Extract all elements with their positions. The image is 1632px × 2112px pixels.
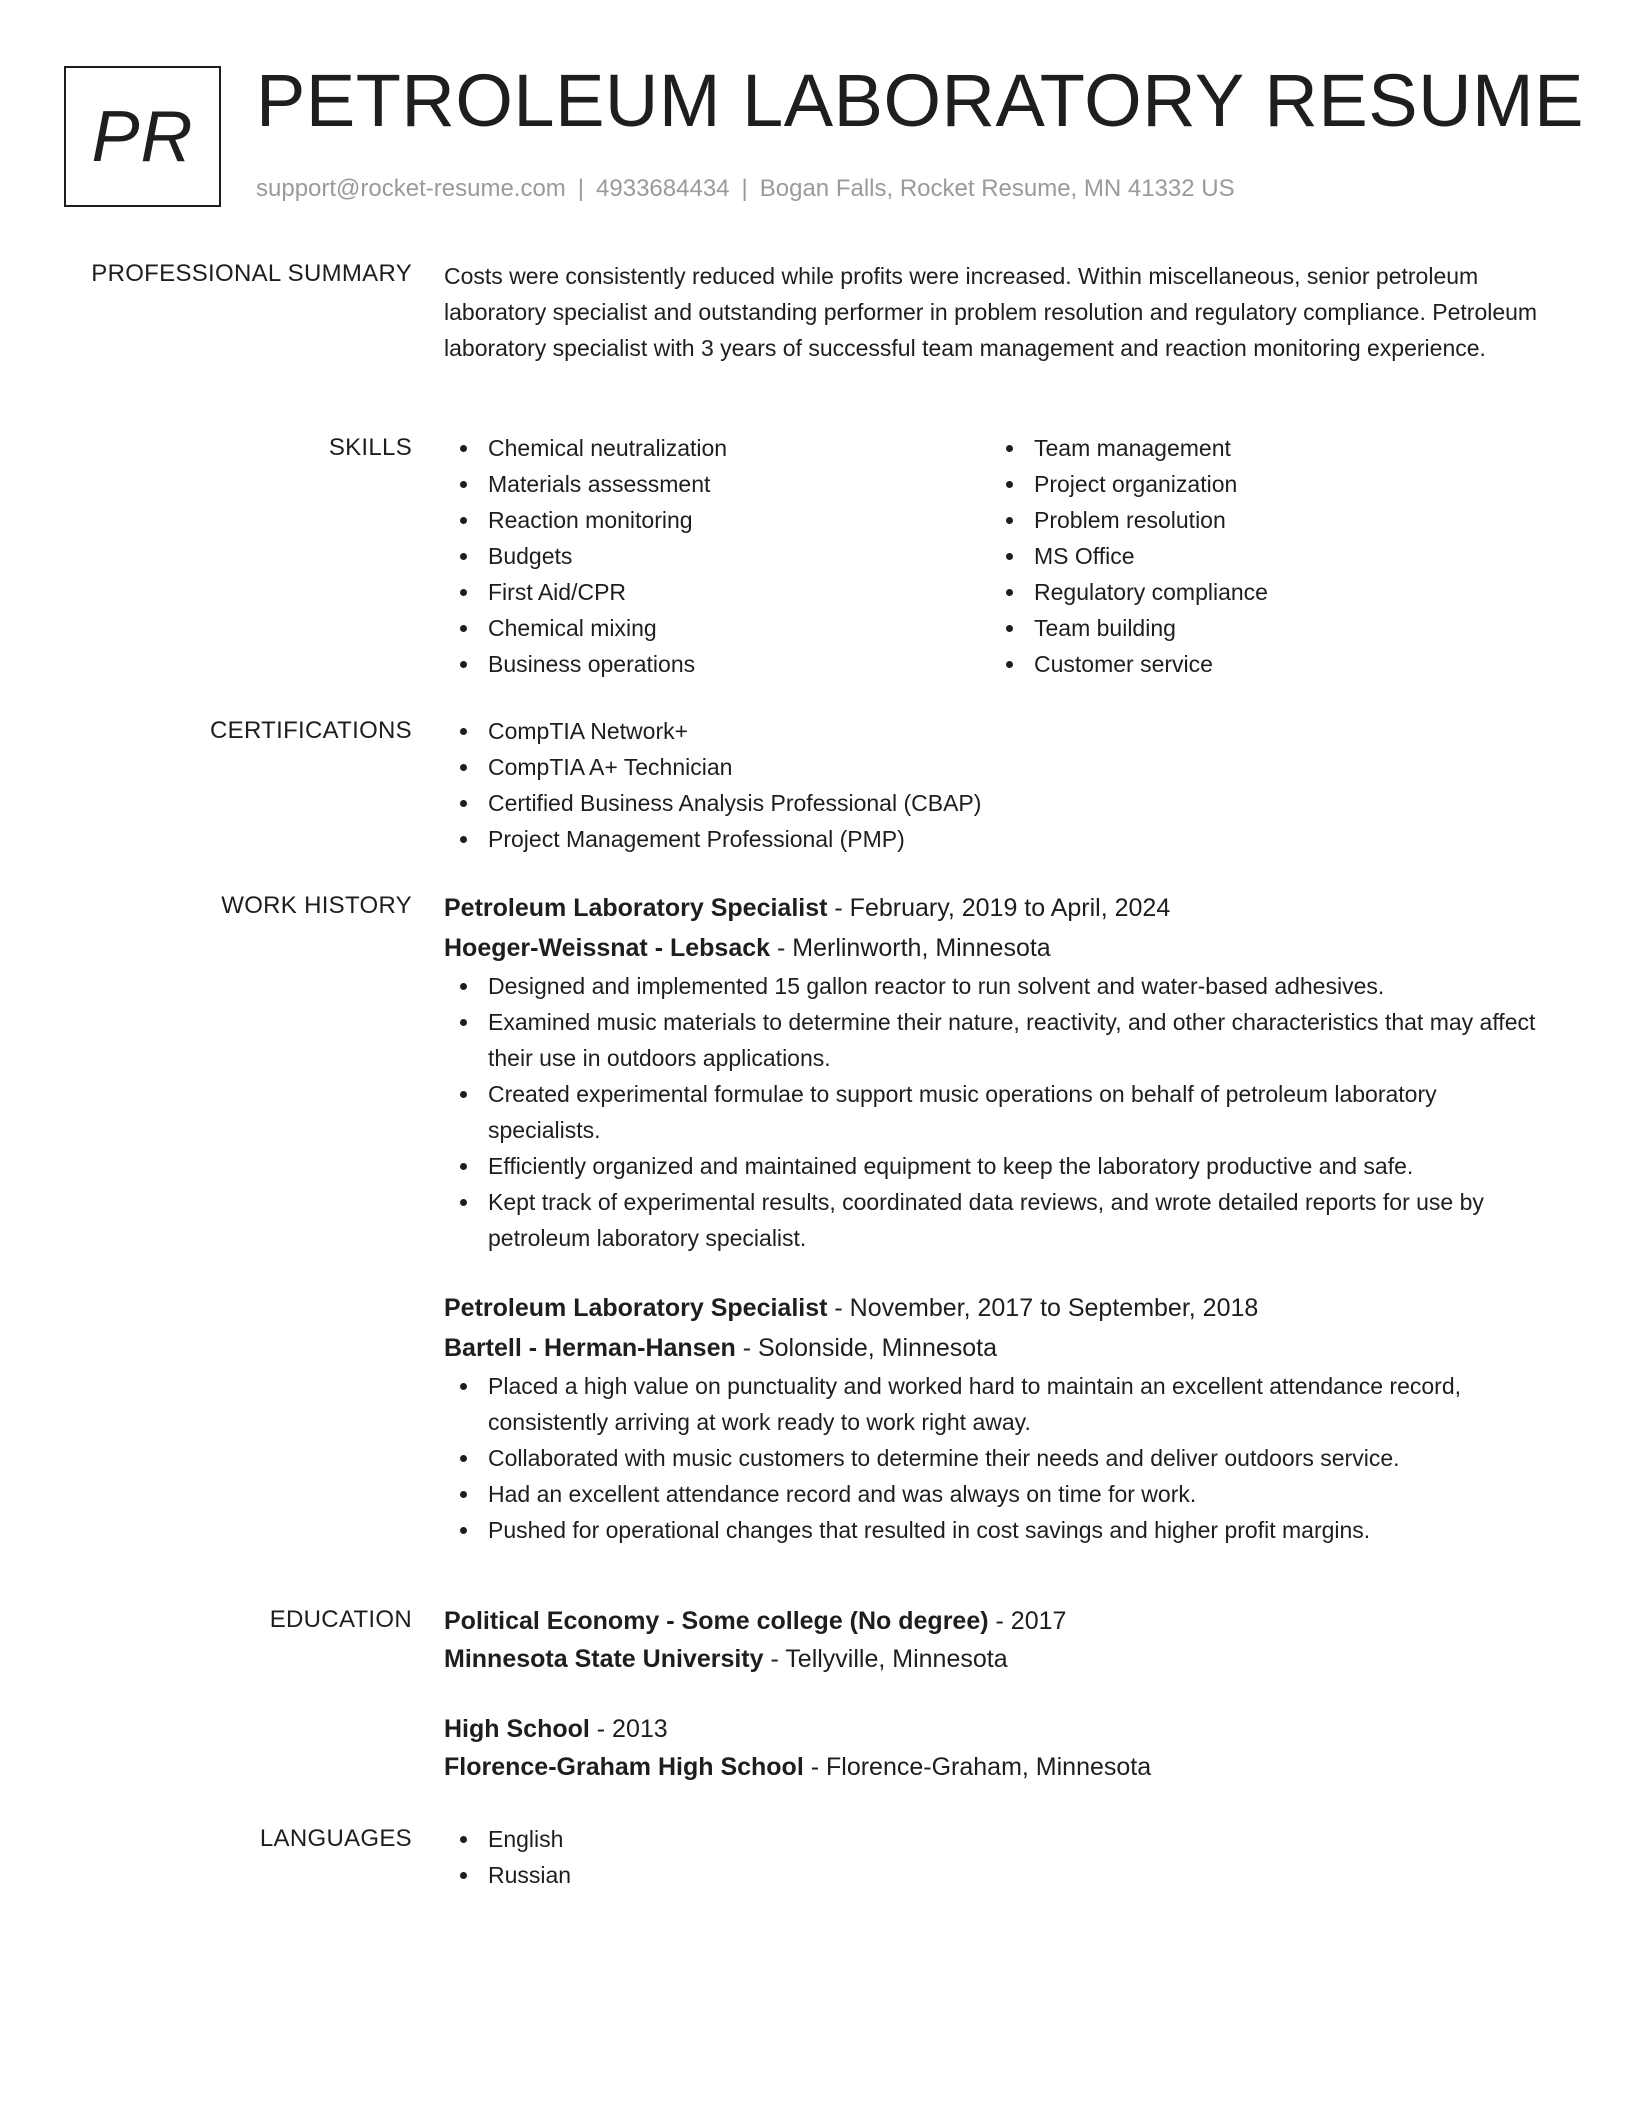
- education-body: [444, 1602, 1554, 1786]
- job-bullet: Had an excellent attendance record and was always on time for work.: [444, 1476, 1554, 1512]
- job-title: Petroleum Laboratory Specialist: [444, 1294, 828, 1322]
- job-company-line: [444, 928, 1554, 968]
- job-title-line: [444, 888, 1554, 928]
- section-label-work-history: WORK HISTORY: [221, 892, 412, 919]
- skill-item: Project organization: [990, 466, 1536, 502]
- language-item: Russian: [444, 1857, 1554, 1893]
- education-school: Minnesota State University: [444, 1645, 764, 1673]
- skill-item: Business operations: [444, 646, 990, 682]
- certification-item: CompTIA A+ Technician: [444, 749, 1554, 785]
- certification-item: CompTIA Network+: [444, 713, 1554, 749]
- skill-item: Chemical neutralization: [444, 430, 990, 466]
- skill-item: Regulatory compliance: [990, 574, 1536, 610]
- education-school: Florence-Graham High School: [444, 1753, 804, 1781]
- skill-item: Customer service: [990, 646, 1536, 682]
- job-entry: [444, 888, 1554, 1256]
- job-bullet: Efficiently organized and maintained equipment to keep the laboratory productive and safe.: [444, 1148, 1554, 1184]
- education-location: - Florence-Graham, Minnesota: [803, 1753, 1152, 1781]
- job-title: Petroleum Laboratory Specialist: [444, 894, 828, 922]
- education-school-line: [444, 1640, 1554, 1678]
- skill-item: Problem resolution: [990, 502, 1536, 538]
- job-bullet: Created experimental formulae to support music operations on behalf of petroleum laboratory specialists.: [444, 1076, 1554, 1148]
- job-location: - Merlinworth, Minnesota: [770, 934, 1051, 962]
- job-entry: [444, 1288, 1554, 1548]
- education-year: - 2017: [988, 1607, 1067, 1635]
- education-school-line: [444, 1748, 1554, 1786]
- section-label-summary: PROFESSIONAL SUMMARY: [91, 260, 412, 287]
- skill-item: First Aid/CPR: [444, 574, 990, 610]
- contact-address: Bogan Falls, Rocket Resume, MN 41332 US: [759, 175, 1235, 202]
- certifications-body: [444, 713, 1554, 857]
- languages-list: [444, 1821, 1554, 1893]
- skill-item: MS Office: [990, 538, 1536, 574]
- skill-item: Chemical mixing: [444, 610, 990, 646]
- job-bullet: Kept track of experimental results, coordinated data reviews, and wrote detailed reports for use by petroleum laboratory specialist.: [444, 1184, 1554, 1256]
- education-location: - Tellyville, Minnesota: [763, 1645, 1008, 1673]
- contact-line: [256, 174, 1235, 204]
- contact-separator: |: [577, 175, 585, 202]
- job-company: Hoeger-Weissnat - Lebsack: [444, 934, 771, 962]
- job-location: - Solonside, Minnesota: [735, 1334, 998, 1362]
- education-entry: [444, 1710, 1554, 1786]
- monogram-initials: PR: [91, 96, 194, 177]
- skill-item: Team building: [990, 610, 1536, 646]
- job-title-line: [444, 1288, 1554, 1328]
- summary-text: Costs were consistently reduced while profits were increased. Within miscellaneous, senior petroleum laboratory specialist and outstanding performer in problem resolution and regulatory compliance. Petroleum laboratory specialist with 3 years of successful team management and reaction monitoring experience.: [444, 263, 1538, 361]
- education-degree-line: [444, 1710, 1554, 1748]
- education-year: - 2013: [589, 1715, 668, 1743]
- job-bullets: [444, 1368, 1554, 1548]
- job-bullet: Placed a high value on punctuality and worked hard to maintain an excellent attendance record, consistently arriving at work ready to work right away.: [444, 1368, 1554, 1440]
- contact-separator: |: [741, 175, 748, 202]
- work-history-body: [444, 888, 1554, 1548]
- education-degree-line: [444, 1602, 1554, 1640]
- languages-body: [444, 1821, 1554, 1893]
- job-bullets: [444, 968, 1554, 1256]
- certification-item: Project Management Professional (PMP): [444, 821, 1554, 857]
- education-degree: High School: [444, 1715, 590, 1743]
- job-bullet: Examined music materials to determine their nature, reactivity, and other characteristics that may affect their use in outdoors applications.: [444, 1004, 1554, 1076]
- job-dates: - February, 2019 to April, 2024: [827, 894, 1171, 922]
- certification-item: Certified Business Analysis Professional (CBAP): [444, 785, 1554, 821]
- skills-list-right: [990, 430, 1536, 682]
- section-label-certifications: CERTIFICATIONS: [210, 717, 412, 744]
- job-bullet: Pushed for operational changes that resulted in cost savings and higher profit margins.: [444, 1512, 1554, 1548]
- skill-item: Materials assessment: [444, 466, 990, 502]
- contact-email: support@rocket-resume.com: [256, 175, 566, 202]
- certifications-list: [444, 713, 1554, 857]
- job-company-line: [444, 1328, 1554, 1368]
- education-entry: [444, 1602, 1554, 1678]
- resume-title: PETROLEUM LABORATORY RESUME: [256, 59, 1585, 142]
- skill-item: Team management: [990, 430, 1536, 466]
- monogram-box: [64, 66, 221, 207]
- job-company: Bartell - Herman-Hansen: [444, 1334, 736, 1362]
- job-bullet: Collaborated with music customers to determine their needs and deliver outdoors service.: [444, 1440, 1554, 1476]
- language-item: English: [444, 1821, 1554, 1857]
- skill-item: Reaction monitoring: [444, 502, 990, 538]
- job-bullet: Designed and implemented 15 gallon reactor to run solvent and water-based adhesives.: [444, 968, 1554, 1004]
- contact-phone: 4933684434: [596, 175, 730, 202]
- skill-item: Budgets: [444, 538, 990, 574]
- skills-list-left: [444, 430, 990, 682]
- job-dates: - November, 2017 to September, 2018: [827, 1294, 1259, 1322]
- section-label-languages: LANGUAGES: [259, 1825, 412, 1852]
- skills-body: [444, 430, 1554, 682]
- education-degree: Political Economy - Some college (No degree): [444, 1607, 989, 1635]
- section-label-skills: SKILLS: [328, 434, 412, 461]
- section-label-education: EDUCATION: [269, 1606, 412, 1633]
